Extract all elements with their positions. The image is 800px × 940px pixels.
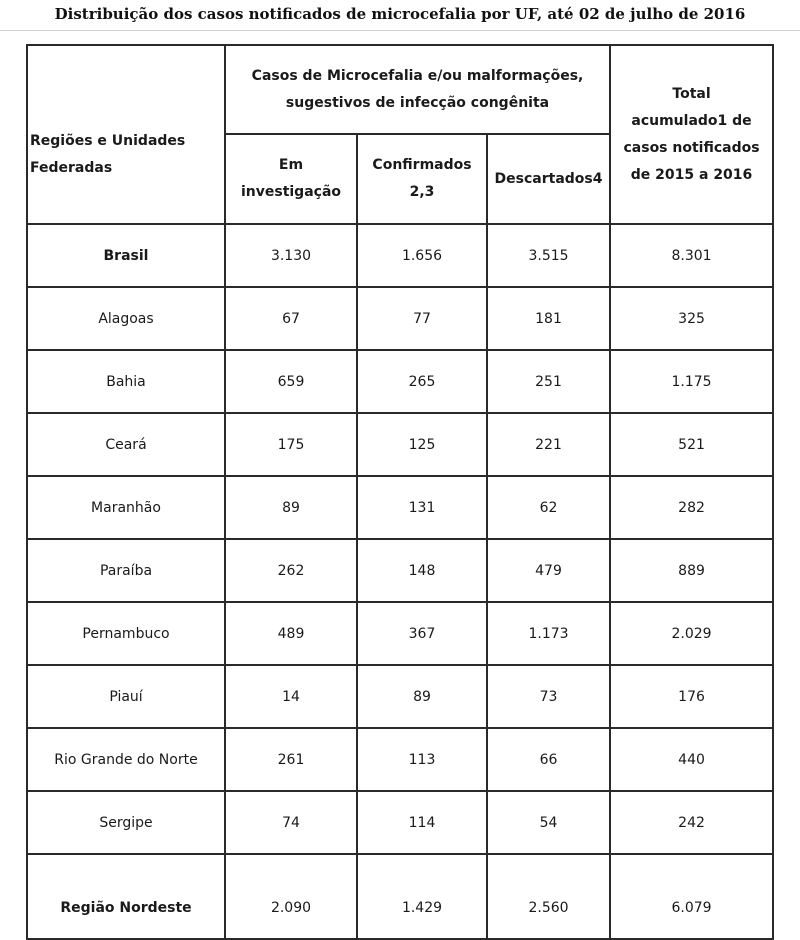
confirmados-cell: 114 [357, 791, 487, 854]
region-cell: Alagoas [27, 287, 225, 350]
header-em-investigacao [225, 134, 357, 224]
header-regions-line1: Regiões e Unidades [30, 132, 186, 149]
confirmados-cell: 125 [357, 413, 487, 476]
confirmados-cell: 265 [357, 350, 487, 413]
page-title: Distribuição dos casos notificados de microcefalia por UF, até 02 de julho de 2016 [0, 0, 800, 31]
investigacao-cell: 2.090 [225, 854, 357, 939]
region-cell: Sergipe [27, 791, 225, 854]
table-row [27, 350, 773, 413]
confirmados-cell: 1.656 [357, 224, 487, 287]
region-cell: Maranhão [27, 476, 225, 539]
header-regions [27, 45, 225, 224]
descartados-cell: 62 [487, 476, 610, 539]
total-cell: 282 [610, 476, 773, 539]
region-cell: Rio Grande do Norte [27, 728, 225, 791]
total-cell: 8.301 [610, 224, 773, 287]
header-cases-line1: Casos de Microcefalia e/ou malformações, [251, 67, 584, 84]
header-cases-group [225, 45, 610, 134]
investigacao-cell: 262 [225, 539, 357, 602]
confirmados-cell: 367 [357, 602, 487, 665]
header-em-investigacao-line2: investigação [240, 184, 342, 200]
confirmados-cell: 1.429 [357, 854, 487, 939]
header-total-line1: Total [672, 85, 711, 102]
descartados-cell: 251 [487, 350, 610, 413]
header-total-line2: acumulado1 de [631, 112, 752, 129]
region-cell: Ceará [27, 413, 225, 476]
confirmados-cell: 113 [357, 728, 487, 791]
descartados-cell: 73 [487, 665, 610, 728]
total-cell: 325 [610, 287, 773, 350]
header-em-investigacao-line1: Em [278, 157, 304, 173]
total-cell: 176 [610, 665, 773, 728]
descartados-cell: 66 [487, 728, 610, 791]
investigacao-cell: 261 [225, 728, 357, 791]
header-confirmados-line2: 2,3 [409, 184, 435, 200]
confirmados-cell: 89 [357, 665, 487, 728]
region-cell: Bahia [27, 350, 225, 413]
table-row [27, 224, 773, 287]
descartados-cell: 3.515 [487, 224, 610, 287]
header-total [610, 45, 773, 224]
table-row [27, 854, 773, 939]
header-descartados [487, 134, 610, 224]
investigacao-cell: 74 [225, 791, 357, 854]
header-descartados-label: Descartados4 [494, 170, 603, 187]
header-total-line3: casos notificados [623, 139, 760, 156]
investigacao-cell: 489 [225, 602, 357, 665]
region-cell: Piauí [27, 665, 225, 728]
header-confirmados-line1: Confirmados [372, 157, 472, 173]
table-row [27, 413, 773, 476]
header-confirmados [357, 134, 487, 224]
total-cell: 6.079 [610, 854, 773, 939]
descartados-cell: 1.173 [487, 602, 610, 665]
table-row [27, 602, 773, 665]
header-total-line4: de 2015 a 2016 [630, 166, 753, 183]
confirmados-cell: 131 [357, 476, 487, 539]
total-cell: 521 [610, 413, 773, 476]
total-cell: 440 [610, 728, 773, 791]
investigacao-cell: 89 [225, 476, 357, 539]
table-row [27, 791, 773, 854]
table-row [27, 665, 773, 728]
header-cases-line2: sugestivos de infecção congênita [285, 94, 550, 111]
investigacao-cell: 659 [225, 350, 357, 413]
region-cell: Brasil [27, 224, 225, 287]
descartados-cell: 2.560 [487, 854, 610, 939]
microcefalia-table [26, 44, 774, 940]
total-cell: 1.175 [610, 350, 773, 413]
descartados-cell: 54 [487, 791, 610, 854]
confirmados-cell: 77 [357, 287, 487, 350]
total-cell: 242 [610, 791, 773, 854]
confirmados-cell: 148 [357, 539, 487, 602]
table-row [27, 539, 773, 602]
table-row [27, 728, 773, 791]
descartados-cell: 181 [487, 287, 610, 350]
investigacao-cell: 67 [225, 287, 357, 350]
investigacao-cell: 14 [225, 665, 357, 728]
table-row [27, 287, 773, 350]
investigacao-cell: 175 [225, 413, 357, 476]
header-regions-line2: Federadas [30, 159, 113, 176]
region-cell: Pernambuco [27, 602, 225, 665]
descartados-cell: 479 [487, 539, 610, 602]
investigacao-cell: 3.130 [225, 224, 357, 287]
region-cell: Paraíba [27, 539, 225, 602]
region-cell: Região Nordeste [27, 854, 225, 939]
descartados-cell: 221 [487, 413, 610, 476]
total-cell: 2.029 [610, 602, 773, 665]
total-cell: 889 [610, 539, 773, 602]
table-row [27, 476, 773, 539]
